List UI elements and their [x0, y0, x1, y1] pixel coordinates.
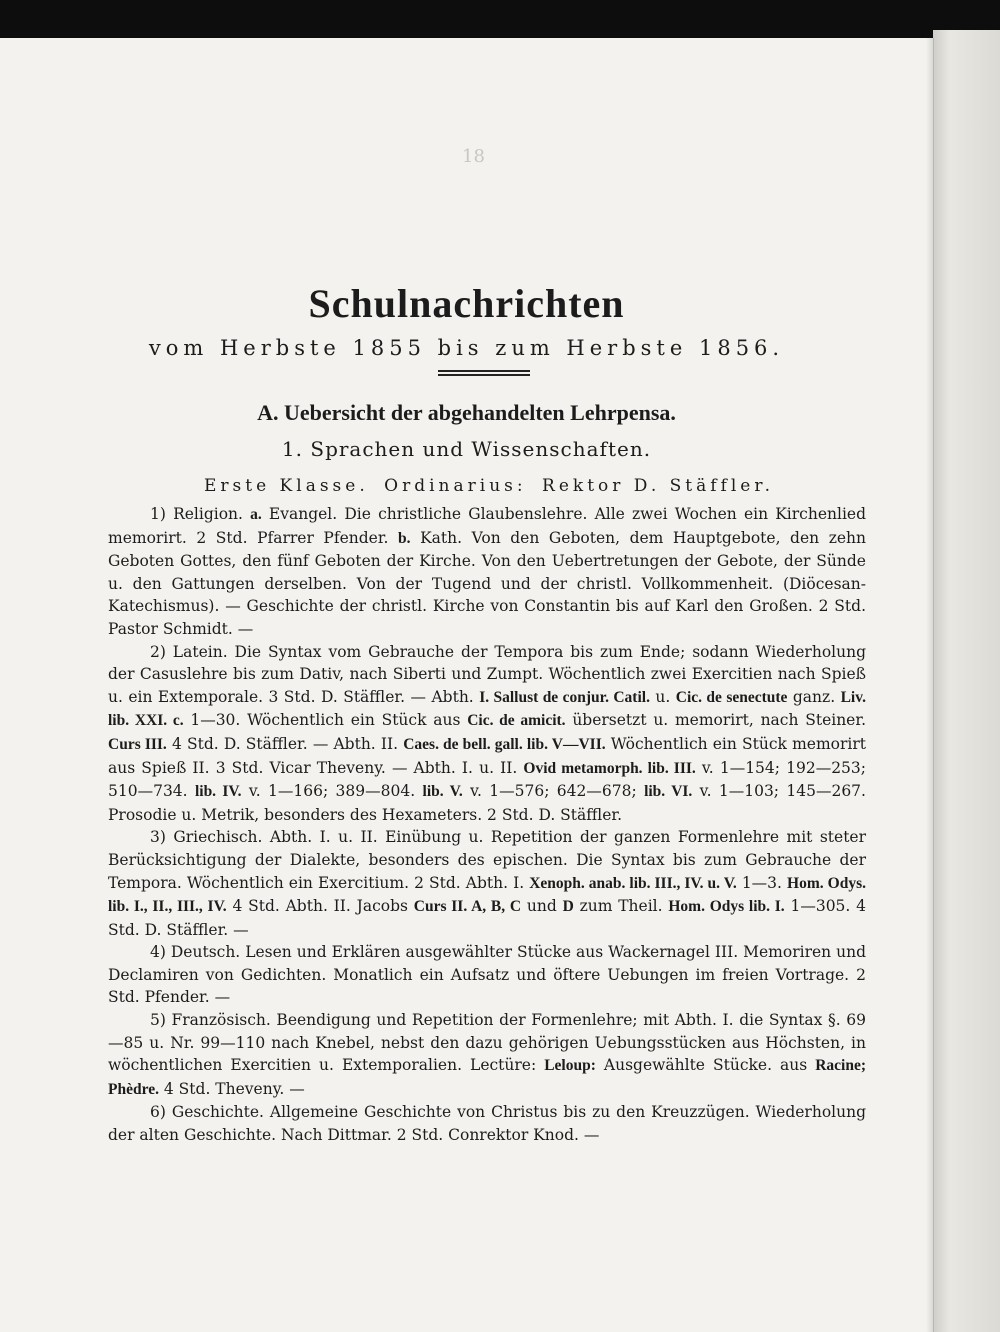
text-run: ganz.	[787, 687, 841, 706]
paragraph-religion	[108, 503, 866, 641]
bold-run: Leloup:	[544, 1057, 596, 1075]
section-heading: A. Uebersicht der abgehandelten Lehrpensa.	[257, 400, 676, 425]
bold-run: b.	[398, 529, 411, 547]
text-run: 4) Deutsch. Lesen und Erklären ausgewählter Stücke aus Wackernagel III. Memoriren und Declamiren von Gedichten. Monatlich ein Aufsatz und öftere Uebungen im freien Vortrage. 2 Std. Pfender. —	[108, 943, 866, 1007]
text-run: v. 1—166; 389—804.	[241, 782, 423, 801]
text-run: zum Theil.	[573, 897, 669, 916]
text-run: 4 Std. D. Stäffler. — Abth. II.	[166, 734, 404, 753]
bold-run: Hom. Odys. lib. I., II., III., IV.	[108, 874, 866, 916]
text-run: 2) Latein. Die Syntax vom Gebrauche der Tempora bis zum Ende; sodann Wiederholung der Casuslehre bis zum Dativ, nach Siberti und Zumpt. Wöchentlich zwei Exercitien nach Spieß u. ein Extemporale. 3 Std. D. Stäffler. — Abth.	[108, 642, 866, 706]
paragraph-griechisch	[108, 826, 866, 941]
scan-border	[0, 0, 1000, 38]
title-rule-top	[438, 370, 530, 372]
bold-run: a.	[250, 506, 262, 523]
text-run: 1—305. 4 Std. D. Stäffler. —	[108, 897, 867, 939]
subsection-heading: 1. Sprachen und Wissenschaften.	[281, 437, 652, 461]
bold-run: D	[562, 898, 574, 916]
bold-run: I. Sallust de conjur. Catil.	[479, 688, 650, 706]
paragraph-geschichte	[108, 1101, 866, 1146]
text-run: Kath. Von den Geboten, dem Hauptgebote, den zehn Geboten Gottes, den fünf Geboten der Kirche. Von den Uebertretungen der Gebote, der Sünde u. den Gattungen derselben. Von der Tugend und der christl. Vollkommenheit. (Diöcesan-Katechismus). — Geschichte der christl. Kirche von Constantin bis auf Karl den Großen. 2 Std. Pastor Schmidt. —	[108, 528, 866, 638]
text-run: 6) Geschichte. Allgemeine Geschichte von Christus bis zu den Kreuzzügen. Wiederholung der alten Geschichte. Nach Dittmar. 2 Std. Conrektor Knod. —	[108, 1103, 866, 1145]
bold-run: Xenoph. anab. lib. III., IV. u. V.	[529, 874, 737, 892]
text-run: v. 1—103; 145—267. Prosodie u. Metrik, besonders des Hexameters. 2 Std. D. Stäffler.	[108, 782, 866, 824]
text-run: und	[521, 897, 563, 916]
text-run: Evangel. Die christliche Glaubenslehre. Alle zwei Wochen ein Kirchenlied memorirt. 2 Std. Pfarrer Pfender.	[108, 505, 866, 547]
text-run: v. 1—576; 642—678;	[462, 782, 645, 801]
bold-run: Cic. de amicit.	[467, 712, 566, 730]
class-line	[204, 476, 774, 496]
text-run: übersetzt u. memorirt, nach Steiner.	[565, 711, 866, 730]
bold-run: Curs II. A, B, C	[413, 898, 522, 916]
text-run: 4 Std. Theveny. —	[158, 1079, 305, 1098]
text-run: Wöchentlich ein Stück memorirt aus Spieß II. 3 Std. Vicar Theveny. — Abth. I. u. II.	[108, 734, 866, 777]
document-subtitle: vom Herbste 1855 bis zum Herbste 1856.	[148, 336, 785, 360]
page-fold-shadow	[926, 38, 934, 1332]
class-name: Erste Klasse.	[204, 476, 369, 496]
page-number: 18	[462, 146, 485, 167]
bold-run: Hom. Odys lib. I.	[668, 898, 785, 916]
bold-run: lib. VI.	[644, 783, 693, 801]
body-text	[108, 503, 866, 1147]
paragraph-latein	[108, 641, 866, 827]
bold-run: Ovid metamorph. lib. III.	[523, 759, 696, 777]
document-title: Schulnachrichten	[308, 281, 625, 326]
text-run: u.	[649, 687, 676, 706]
bold-run: lib. V.	[422, 783, 463, 801]
bold-run: lib. IV.	[194, 783, 242, 801]
paragraph-franzoesisch	[108, 1009, 866, 1101]
text-run: 1) Religion.	[150, 505, 251, 523]
text-run: 5) Französisch. Beendigung und Repetition der Formenlehre; mit Abth. I. die Syntax §. 69—85 u. Nr. 99—110 nach Knebel, nebst den dazu gehörigen Uebungsstücken aus Höchsten, in wöchentlichen Exercitien u. Extemporalien. Lectüre:	[108, 1011, 866, 1075]
text-run: v. 1—154; 192—253; 510—734.	[108, 758, 867, 801]
bold-run: Caes. de bell. gall. lib. V—VII.	[403, 735, 606, 753]
ordinarius-label: Ordinarius:	[384, 476, 527, 496]
text-run: 1—30. Wöchentlich ein Stück aus	[183, 711, 468, 730]
bold-run: Liv. lib. XXI. c.	[108, 688, 867, 730]
ordinarius-name: Rektor D. Stäffler.	[542, 476, 774, 496]
text-run: 3) Griechisch. Abth. I. u. II. Einübung u. Repetition der ganzen Formenlehre mit steter Berücksichtigung der Dialekte, besonders des epischen. Die Syntax bis zum Gebrauche der Tempora. Wöchentlich ein Exercitium. 2 Std. Abth. I.	[108, 828, 866, 892]
text-run: 4 Std. Abth. II. Jacobs	[226, 897, 414, 916]
next-page-edge	[933, 30, 1000, 1332]
paragraph-deutsch	[108, 941, 866, 1009]
bold-run: Racine; Phèdre.	[108, 1057, 866, 1098]
text-run: Ausgewählte Stücke. aus	[595, 1056, 816, 1075]
text-run: 1—3.	[736, 873, 788, 892]
bold-run: Cic. de senectute	[675, 688, 788, 706]
bold-run: Curs III.	[108, 735, 167, 753]
title-rule-bottom	[438, 374, 530, 376]
